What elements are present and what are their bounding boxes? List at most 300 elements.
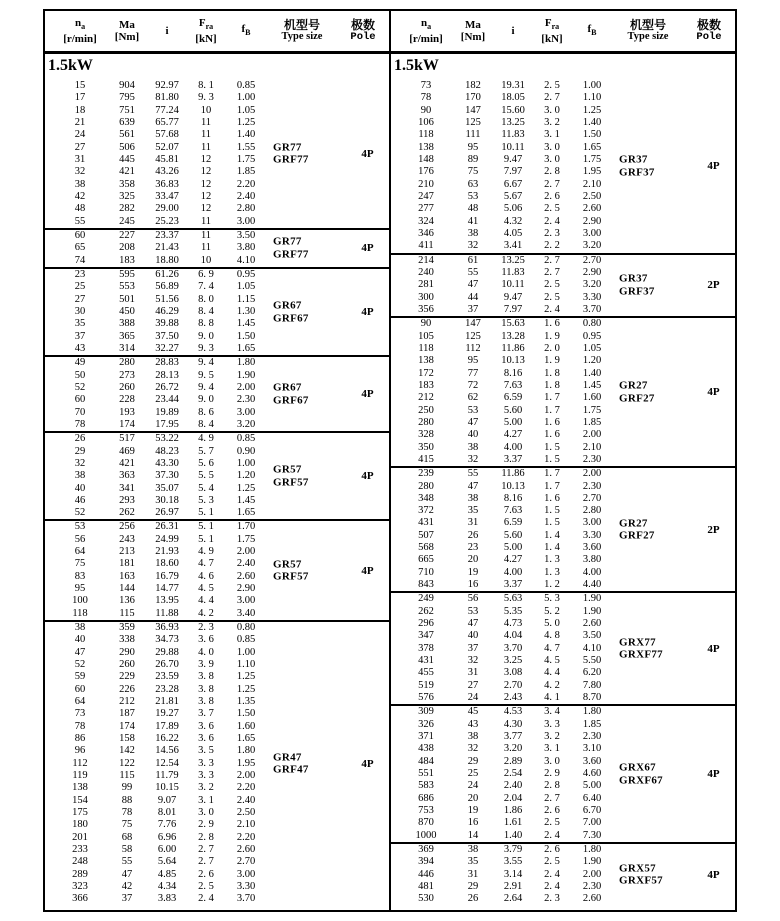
cell-speed: 551 xyxy=(418,768,434,780)
cell-speed: 59 xyxy=(74,671,86,683)
cell-torque: 639 xyxy=(119,116,135,128)
cell-speed: 60 xyxy=(74,683,86,695)
cell-service-factor: 2.00 xyxy=(582,468,602,480)
cell-ratio: 26.97 xyxy=(155,507,179,519)
cell-radial-force: 5. 1 xyxy=(198,507,214,519)
cell-ratio: 37.30 xyxy=(155,470,179,482)
cell-service-factor: 0.80 xyxy=(236,622,256,634)
cell-ratio: 21.43 xyxy=(155,242,179,254)
table-row xyxy=(45,191,389,203)
cell-radial-force: 2. 3 xyxy=(198,622,214,634)
cell-speed: 95 xyxy=(74,583,86,595)
cell-radial-force: 3. 0 xyxy=(544,141,560,153)
table-row xyxy=(391,166,735,178)
cell-radial-force: 9. 3 xyxy=(198,92,214,104)
cell-ratio: 3.77 xyxy=(503,731,523,743)
cell-speed: 29 xyxy=(74,445,86,457)
table-row xyxy=(391,881,735,893)
cell-ratio: 53.22 xyxy=(155,433,179,445)
cell-ratio: 4.73 xyxy=(503,618,523,630)
type-size-line: GR37 xyxy=(619,153,648,166)
table-row xyxy=(391,743,735,755)
cell-ratio: 3.41 xyxy=(503,240,523,252)
cell-service-factor: 3.80 xyxy=(236,242,256,254)
table-row xyxy=(391,756,735,768)
catalog-page xyxy=(43,9,737,912)
cell-radial-force: 11 xyxy=(200,116,212,128)
cell-speed: 519 xyxy=(418,679,434,691)
cell-radial-force: 8. 1 xyxy=(198,80,214,91)
cell-speed: 48 xyxy=(74,203,86,215)
cell-radial-force: 3. 2 xyxy=(544,731,560,743)
cell-torque: 245 xyxy=(119,215,135,227)
cell-torque: 35 xyxy=(467,856,479,868)
cell-speed: 568 xyxy=(418,542,434,554)
cell-torque: 341 xyxy=(119,482,135,494)
cell-radial-force: 2. 4 xyxy=(544,868,560,880)
cell-radial-force: 4. 6 xyxy=(198,570,214,582)
cell-torque: 35 xyxy=(467,505,479,517)
cell-torque: 174 xyxy=(119,720,135,732)
cell-torque: 95 xyxy=(467,141,479,153)
cell-speed: 38 xyxy=(74,622,86,634)
table-row xyxy=(391,142,735,154)
cell-torque: 20 xyxy=(467,792,479,804)
cell-service-factor: 2.30 xyxy=(236,394,256,406)
cell-radial-force: 11 xyxy=(200,215,212,227)
cell-radial-force: 2. 5 xyxy=(544,817,560,829)
cell-speed: 65 xyxy=(74,242,86,254)
cell-speed: 118 xyxy=(418,342,434,354)
cell-speed: 210 xyxy=(418,178,434,190)
cell-ratio: 3.70 xyxy=(503,642,523,654)
cell-service-factor: 2.60 xyxy=(582,618,602,630)
table-row xyxy=(391,856,735,868)
table-body-left xyxy=(45,80,389,910)
table-row xyxy=(391,554,735,566)
cell-torque: 44 xyxy=(467,291,479,303)
cell-service-factor: 2.40 xyxy=(236,794,256,806)
cell-radial-force: 5. 6 xyxy=(198,457,214,469)
cell-service-factor: 2.90 xyxy=(582,266,602,278)
cell-torque: 16 xyxy=(467,817,479,829)
cell-ratio: 2.64 xyxy=(503,893,523,905)
cell-ratio: 16.79 xyxy=(155,570,179,582)
cell-radial-force: 1. 8 xyxy=(544,367,560,379)
cell-speed: 346 xyxy=(418,227,434,239)
type-size-line: GRF27 xyxy=(619,529,655,542)
cell-speed: 74 xyxy=(74,254,86,266)
type-size-label xyxy=(273,464,309,489)
cell-torque: 77 xyxy=(467,367,479,379)
cell-speed: 15 xyxy=(74,80,86,91)
cell-torque: 359 xyxy=(119,622,135,634)
cell-ratio: 5.63 xyxy=(503,593,523,605)
cell-speed: 323 xyxy=(72,881,88,892)
table-row xyxy=(391,191,735,203)
cell-speed: 247 xyxy=(418,190,434,202)
cell-ratio: 3.79 xyxy=(503,844,523,856)
cell-radial-force: 9. 4 xyxy=(198,357,214,369)
cell-ratio: 13.25 xyxy=(501,254,525,266)
table-row xyxy=(45,534,389,546)
table-row xyxy=(391,655,735,667)
cell-ratio: 52.07 xyxy=(155,141,179,153)
cell-speed: 112 xyxy=(72,757,88,769)
cell-speed: 32 xyxy=(74,166,86,178)
table-row xyxy=(45,92,389,104)
type-size-line: GRF77 xyxy=(273,153,309,166)
cell-service-factor: 2.00 xyxy=(236,770,256,782)
cell-radial-force: 3. 0 xyxy=(544,153,560,165)
cell-speed: 175 xyxy=(72,807,88,819)
cell-ratio: 11.79 xyxy=(155,770,179,782)
cell-service-factor: 1.00 xyxy=(236,92,256,104)
cell-service-factor: 3.30 xyxy=(582,529,602,541)
cell-ratio: 3.37 xyxy=(503,579,523,591)
cell-radial-force: 3. 7 xyxy=(198,708,214,720)
cell-torque: 112 xyxy=(465,342,481,354)
table-row xyxy=(391,606,735,618)
cell-service-factor: 2.90 xyxy=(582,215,602,227)
table-row xyxy=(45,770,389,782)
cell-torque: 23 xyxy=(467,542,479,554)
cell-speed: 31 xyxy=(74,153,86,165)
cell-ratio: 28.13 xyxy=(155,369,179,381)
cell-radial-force: 2. 5 xyxy=(544,80,560,91)
cell-torque: 282 xyxy=(119,203,135,215)
cell-ratio: 8.16 xyxy=(503,367,523,379)
cell-service-factor: 1.50 xyxy=(236,330,256,342)
cell-service-factor: 3.00 xyxy=(236,215,256,227)
cell-torque: 314 xyxy=(119,342,135,354)
type-size-label xyxy=(619,154,655,179)
cell-radial-force: 4. 7 xyxy=(198,558,214,570)
cell-torque: 506 xyxy=(119,141,135,153)
cell-torque: 260 xyxy=(119,381,135,393)
table-row xyxy=(391,630,735,642)
col-header-pole: 极数 Pole xyxy=(696,18,722,43)
table-row xyxy=(391,454,735,466)
cell-service-factor: 2.60 xyxy=(582,893,602,905)
cell-radial-force: 8. 4 xyxy=(198,418,214,430)
col-header-pole: 极数 Pole xyxy=(350,18,376,43)
cell-ratio: 4.05 xyxy=(503,227,523,239)
cell-service-factor: 0.95 xyxy=(582,330,602,342)
cell-speed: 78 xyxy=(74,418,86,430)
cell-ratio: 6.96 xyxy=(157,831,177,843)
cell-ratio: 43.26 xyxy=(155,166,179,178)
cell-torque: 501 xyxy=(119,293,135,305)
cell-speed: 665 xyxy=(418,554,434,566)
table-row xyxy=(391,405,735,417)
cell-speed: 100 xyxy=(72,595,88,607)
cell-torque: 37 xyxy=(467,642,479,654)
cell-speed: 64 xyxy=(74,546,86,558)
pole-label: 2P xyxy=(707,523,720,536)
cell-speed: 49 xyxy=(74,357,86,369)
cell-radial-force: 10 xyxy=(200,254,212,266)
cell-service-factor: 1.25 xyxy=(236,683,256,695)
cell-ratio: 30.18 xyxy=(155,494,179,506)
cell-ratio: 92.97 xyxy=(155,80,179,91)
cell-torque: 78 xyxy=(121,807,133,819)
table-row xyxy=(391,505,735,517)
cell-speed: 239 xyxy=(418,468,434,480)
cell-service-factor: 1.80 xyxy=(236,745,256,757)
cell-speed: 138 xyxy=(418,355,434,367)
cell-ratio: 3.08 xyxy=(503,667,523,679)
table-row xyxy=(45,608,389,620)
table-row xyxy=(45,807,389,819)
cell-ratio: 5.60 xyxy=(503,529,523,541)
cell-ratio: 3.37 xyxy=(503,453,523,465)
cell-torque: 63 xyxy=(467,178,479,190)
cell-ratio: 5.67 xyxy=(503,190,523,202)
cell-radial-force: 2. 7 xyxy=(544,266,560,278)
cell-speed: 249 xyxy=(418,593,434,605)
cell-service-factor: 2.50 xyxy=(236,807,256,819)
pole-label: 4P xyxy=(361,757,374,770)
cell-ratio: 3.14 xyxy=(503,868,523,880)
table-row xyxy=(391,267,735,279)
table-row xyxy=(391,643,735,655)
cell-radial-force: 9. 0 xyxy=(198,394,214,406)
pole-label: 4P xyxy=(707,768,720,781)
cell-radial-force: 3. 2 xyxy=(198,782,214,794)
pole-label: 4P xyxy=(361,242,374,255)
cell-torque: 31 xyxy=(467,517,479,529)
cell-radial-force: 2. 9 xyxy=(198,819,214,831)
cell-radial-force: 2. 2 xyxy=(544,240,560,252)
cell-torque: 280 xyxy=(119,357,135,369)
cell-speed: 90 xyxy=(420,104,432,116)
cell-speed: 52 xyxy=(74,507,86,519)
cell-speed: 96 xyxy=(74,745,86,757)
cell-radial-force: 3. 8 xyxy=(198,671,214,683)
cell-service-factor: 2.00 xyxy=(236,381,256,393)
cell-service-factor: 2.30 xyxy=(582,453,602,465)
table-row xyxy=(45,458,389,470)
cell-speed: 38 xyxy=(74,470,86,482)
cell-speed: 530 xyxy=(418,893,434,905)
cell-ratio: 4.27 xyxy=(503,429,523,441)
cell-torque: 62 xyxy=(467,392,479,404)
table-row xyxy=(45,318,389,330)
type-size-line: GRF67 xyxy=(273,394,309,407)
cell-radial-force: 2. 5 xyxy=(544,203,560,215)
spec-group xyxy=(391,591,735,704)
table-row xyxy=(391,468,735,480)
cell-radial-force: 2. 6 xyxy=(544,190,560,202)
table-row xyxy=(45,733,389,745)
cell-torque: 47 xyxy=(121,868,133,880)
cell-ratio: 2.40 xyxy=(503,780,523,792)
cell-service-factor: 1.00 xyxy=(236,457,256,469)
cell-radial-force: 2. 4 xyxy=(544,215,560,227)
cell-speed: 309 xyxy=(418,706,434,718)
cell-service-factor: 1.45 xyxy=(236,318,256,330)
cell-speed: 348 xyxy=(418,492,434,504)
table-row xyxy=(45,782,389,794)
pole-label: 4P xyxy=(707,642,720,655)
type-size-line: GRF37 xyxy=(619,285,655,298)
cell-radial-force: 4. 4 xyxy=(544,667,560,679)
cell-torque: 170 xyxy=(465,92,481,104)
type-size-label xyxy=(619,380,655,405)
type-size-line: GRF57 xyxy=(273,570,309,583)
cell-torque: 388 xyxy=(119,318,135,330)
cell-service-factor: 1.05 xyxy=(236,281,256,293)
cell-ratio: 9.47 xyxy=(503,153,523,165)
cell-ratio: 17.95 xyxy=(155,418,179,430)
col-header-radial-force: $F_{ra}$ [kN] xyxy=(541,16,563,46)
cell-service-factor: 1.65 xyxy=(236,342,256,354)
cell-speed: 52 xyxy=(74,381,86,393)
table-row xyxy=(45,166,389,178)
cell-service-factor: 1.60 xyxy=(236,720,256,732)
cell-torque: 75 xyxy=(467,166,479,178)
cell-service-factor: 3.00 xyxy=(582,517,602,529)
table-row xyxy=(391,893,735,905)
cell-speed: 180 xyxy=(72,819,88,831)
cell-ratio: 7.63 xyxy=(503,505,523,517)
cell-ratio: 39.88 xyxy=(155,318,179,330)
cell-torque: 115 xyxy=(119,607,135,619)
type-size-line: GR47 xyxy=(273,751,302,764)
cell-torque: 517 xyxy=(119,433,135,445)
cell-radial-force: 1. 4 xyxy=(544,542,560,554)
table-row xyxy=(45,179,389,191)
cell-ratio: 3.25 xyxy=(503,655,523,667)
cell-torque: 142 xyxy=(119,745,135,757)
cell-radial-force: 3. 5 xyxy=(198,745,214,757)
cell-ratio: 19.27 xyxy=(155,708,179,720)
cell-ratio: 10.11 xyxy=(501,279,525,291)
cell-torque: 751 xyxy=(119,104,135,116)
cell-service-factor: 2.00 xyxy=(582,868,602,880)
table-row xyxy=(391,154,735,166)
cell-torque: 111 xyxy=(465,129,481,141)
cell-torque: 147 xyxy=(465,318,481,330)
cell-ratio: 56.89 xyxy=(155,281,179,293)
table-header-right xyxy=(391,11,735,54)
cell-radial-force: 1. 7 xyxy=(544,392,560,404)
type-size-line: GRXF57 xyxy=(619,874,663,887)
cell-torque: 24 xyxy=(467,692,479,704)
cell-radial-force: 5. 3 xyxy=(544,593,560,605)
table-row xyxy=(391,817,735,829)
cell-ratio: 24.99 xyxy=(155,533,179,545)
cell-service-factor: 2.70 xyxy=(582,492,602,504)
cell-ratio: 77.24 xyxy=(155,104,179,116)
cell-radial-force: 4. 9 xyxy=(198,546,214,558)
table-row xyxy=(391,331,735,343)
type-size-line: GRF47 xyxy=(273,763,309,776)
cell-radial-force: 1. 9 xyxy=(544,355,560,367)
cell-ratio: 5.64 xyxy=(157,856,177,868)
table-row xyxy=(391,567,735,579)
cell-speed: 148 xyxy=(418,153,434,165)
cell-torque: 158 xyxy=(119,733,135,745)
table-row xyxy=(45,745,389,757)
table-row xyxy=(391,680,735,692)
col-header-torque: Ma [Nm] xyxy=(460,19,486,43)
cell-torque: 55 xyxy=(121,856,133,868)
cell-torque: 75 xyxy=(121,819,133,831)
cell-service-factor: 3.50 xyxy=(582,630,602,642)
cell-service-factor: 6.70 xyxy=(582,805,602,817)
cell-speed: 415 xyxy=(418,453,434,465)
cell-speed: 138 xyxy=(418,141,434,153)
spec-group xyxy=(45,228,389,267)
cell-service-factor: 3.30 xyxy=(236,881,256,892)
cell-torque: 358 xyxy=(119,178,135,190)
cell-torque: 47 xyxy=(467,279,479,291)
table-row xyxy=(391,216,735,228)
cell-speed: 328 xyxy=(418,429,434,441)
cell-ratio: 61.26 xyxy=(155,268,179,280)
cell-torque: 795 xyxy=(119,92,135,104)
cell-ratio: 23.37 xyxy=(155,229,179,241)
cell-service-factor: 6.40 xyxy=(582,792,602,804)
cell-ratio: 4.00 xyxy=(503,566,523,578)
cell-radial-force: 4. 5 xyxy=(544,655,560,667)
cell-ratio: 10.13 xyxy=(501,480,525,492)
cell-speed: 324 xyxy=(418,215,434,227)
cell-speed: 378 xyxy=(418,642,434,654)
cell-torque: 48 xyxy=(467,203,479,215)
type-size-label xyxy=(619,762,663,787)
table-row xyxy=(391,706,735,718)
cell-speed: 25 xyxy=(74,281,86,293)
cell-ratio: 15.63 xyxy=(501,318,525,330)
table-row xyxy=(391,105,735,117)
table-row xyxy=(391,392,735,404)
cell-radial-force: 2. 3 xyxy=(544,893,560,905)
cell-speed: 75 xyxy=(74,558,86,570)
cell-speed: 281 xyxy=(418,279,434,291)
cell-service-factor: 6.20 xyxy=(582,667,602,679)
col-header-ratio: i xyxy=(165,25,169,37)
cell-speed: 411 xyxy=(418,240,434,252)
pole-label: 4P xyxy=(707,386,720,399)
cell-torque: 31 xyxy=(467,667,479,679)
cell-service-factor: 2.40 xyxy=(236,190,256,202)
cell-speed: 138 xyxy=(72,782,88,794)
table-row xyxy=(45,721,389,733)
cell-ratio: 43.30 xyxy=(155,457,179,469)
cell-service-factor: 1.65 xyxy=(582,141,602,153)
cell-service-factor: 1.25 xyxy=(236,116,256,128)
cell-ratio: 8.16 xyxy=(503,492,523,504)
cell-radial-force: 9. 4 xyxy=(198,381,214,393)
table-row xyxy=(391,279,735,291)
cell-ratio: 4.04 xyxy=(503,630,523,642)
cell-ratio: 11.88 xyxy=(155,607,179,619)
table-row xyxy=(45,622,389,634)
cell-torque: 61 xyxy=(467,254,479,266)
cell-service-factor: 1.80 xyxy=(236,357,256,369)
cell-ratio: 1.61 xyxy=(503,817,523,829)
cell-ratio: 5.60 xyxy=(503,404,523,416)
cell-radial-force: 2. 5 xyxy=(198,881,214,892)
cell-radial-force: 11 xyxy=(200,129,212,141)
cell-speed: 35 xyxy=(74,318,86,330)
col-header-service-factor: $f_B$ xyxy=(587,22,597,38)
cell-radial-force: 11 xyxy=(200,141,212,153)
cell-radial-force: 7. 4 xyxy=(198,281,214,293)
